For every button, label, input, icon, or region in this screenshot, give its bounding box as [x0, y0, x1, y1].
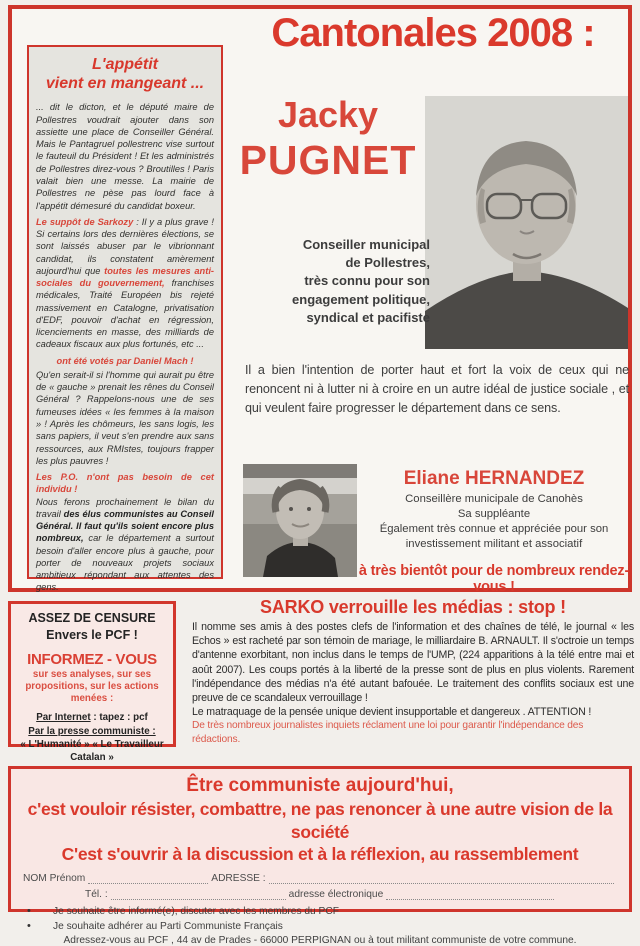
- appetit-p4a: Nous ferons prochainement le bilan du travail: [36, 496, 214, 519]
- censure-line-2: Envers le PCF !: [46, 627, 138, 642]
- running-mate-line-2: Sa suppléante: [457, 507, 531, 520]
- par-internet-rest: : tapez : pcf: [90, 712, 148, 724]
- censure-box: [8, 601, 176, 764]
- censure-journals-line: « L'Humanité » « Le Travailleur Catalan »: [20, 738, 164, 764]
- candidate-role: [226, 236, 430, 327]
- appetit-p4b: car le département a surtout besoin d'aller encore plus à gauche, pour porter de nouveaux projets sociaux ambitieux répondant aux attentes des gens.: [36, 533, 214, 593]
- media-section-title: SARKO verrouille les médias : stop !: [260, 597, 566, 617]
- bullet-icon: •: [27, 905, 31, 917]
- running-mate-line-1: Conseillère municipale de Canohès: [405, 493, 583, 505]
- appetit-column: [27, 45, 223, 593]
- running-mate-name: Eliane HERNANDEZ: [403, 468, 585, 489]
- informez-vous-title: INFORMEZ - VOUS: [27, 650, 157, 668]
- name-field-line: [88, 874, 208, 884]
- jacky-photo-graphic: [425, 96, 628, 349]
- footer-heading-3: C'est s'ouvrir à la discussion et à la réflexion, au rassemblement: [61, 844, 579, 865]
- eliane-photo-graphic: [243, 464, 357, 577]
- appetit-title: [36, 55, 214, 93]
- closing-line: à très bientôt pour de nombreux rendez-vous !: [358, 563, 630, 595]
- footer-heading-2: c'est vouloir résister, combattre, ne pas renoncer à une autre vision de la société: [27, 798, 613, 842]
- media-section: [192, 597, 634, 746]
- option-join-label: Je souhaite adhérer au Parti Communiste Français: [53, 920, 283, 932]
- media-paragraph-2: Le matraquage de la pensée unique devient insupportable et dangereux . ATTENTION !: [192, 706, 592, 719]
- par-internet-label: Par Internet: [36, 712, 91, 724]
- candidate-name: [236, 93, 420, 185]
- main-flyer-box: [8, 5, 632, 595]
- address-field-line: [269, 874, 614, 884]
- email-field-line: [386, 890, 554, 900]
- role-line-2: de Pollestres,: [345, 255, 430, 271]
- eliane-hernandez-photo: [243, 464, 357, 577]
- media-paragraph-3: De très nombreux journalistes inquiets réclament une loi pour garantir l'indépendance des rédactions.: [192, 720, 584, 745]
- option-informed: [23, 905, 617, 917]
- membership-box: [8, 766, 632, 946]
- elus-bold: des élus communistes au Conseil Général. Il faut qu'ils soient encore plus nombreux,: [36, 508, 214, 544]
- tel-field-label: Tél. :: [85, 889, 108, 900]
- mesures-red: toutes les mesures anti-sociales du gouvernement,: [36, 265, 215, 289]
- name-field-label: NOM Prénom: [23, 873, 86, 884]
- form-row-tel-email: [23, 889, 617, 900]
- page-title: Cantonales 2008 :: [271, 11, 595, 55]
- appetit-paragraph-3: Qu'en serait-il si l'homme qui aurait pu être de « gauche » prenait les rênes du Conseil Général ? Rappelons-nous une de ses fumeuses idées « les femmes à la maison » ! Après les chômeurs, les sans logis, les sans papiers, il veut s'en prendre aux sans ressources, aux RMIstes, toujours frapper les plus pauvres !: [36, 369, 214, 466]
- membership-form: [23, 873, 617, 946]
- role-line-3: très connu pour son: [304, 273, 430, 289]
- form-row-name-address: [23, 873, 617, 884]
- running-mate-line-3: Également très connue et appréciée pour son: [379, 522, 609, 535]
- censure-line-4: sur ses analyses, sur ses propositions, sur les actions menées :: [25, 668, 159, 705]
- censure-internet-line: [14, 711, 170, 724]
- email-field-label: adresse électronique: [288, 889, 384, 900]
- appetit-p2a: : Il y a plus grave ! Si certains lors des dernières élections, se sont laissés abuser par le vibrionnant candidat, ils constatent amèrement aujourd'hui que: [36, 216, 214, 276]
- footer-heading-1: Être communiste aujourd'hui,: [186, 775, 454, 796]
- running-mate-block: [358, 468, 630, 552]
- role-line-5: syndical et pacifiste: [306, 309, 430, 325]
- role-line-1: Conseiller municipal: [302, 237, 430, 252]
- option-informed-label: Je souhaite être informé(e), discuter avec les membres du PCF: [53, 905, 339, 917]
- running-mate-line-4: investissement militant et associatif: [405, 537, 583, 550]
- candidate-last-name: PUGNET: [239, 137, 417, 184]
- appetit-paragraph-1: ... dit le dicton, et le député maire de Pollestres voudrait ajouter dans son assiette une place de Conseiller Général. Mais le Pantagruel pollestrenc vise surtout le fauteuil du Président ! Et les administrés de Pollestres direz-vous ? Broutilles ! Paris valait bien une messe. La mairie de Pollestres ne pèse pas lourd face à l'appétit démesuré du candidat boxeur.: [36, 102, 214, 211]
- bullet-icon: •: [27, 920, 31, 932]
- media-paragraph-1: Il nomme ses amis à des postes clefs de l'information et des chaînes de télé, le journal « les Echos » est racheté par son témoin de mariage, le milliardaire B. ARNAULT. Il s'octroie un temps d'antenne exorbitant, non inclus dans le temps de l'UMP, (224 apparitions à la télé entre mai et août 2007). Les coups portés à la liberté de la presse sont de plus en plus violents. Rarement l'indépendance des médias n'a été autant bafouée. Le traitement des conflits sociaux est une preuve de ce scandaleux verrouillage !: [192, 621, 634, 704]
- censure-presse-line: Par la presse communiste :: [28, 725, 156, 737]
- appetit-paragraph-2: [36, 216, 214, 351]
- role-line-4: engagement politique,: [292, 291, 430, 307]
- option-join: [23, 920, 617, 932]
- censure-line-1: ASSEZ DE CENSURE: [28, 611, 156, 625]
- suppot-lead: Le suppôt de Sarkozy: [36, 216, 134, 227]
- jacky-pugnet-photo: [425, 96, 628, 349]
- appetit-title-line2: vient en mangeant ...: [45, 75, 205, 93]
- candidate-statement: Il a bien l'intention de porter haut et fort la voix de ceux qui ne renoncent ni à lutter ni à croire en un autre idéal de justice sociale , et qui veulent faire progresser le département dans ce sens.: [245, 363, 629, 416]
- po-individu-line: Les P.O. n'ont pas besoin de cet individu !: [36, 472, 214, 495]
- contact-address-line: Adressez-vous au PCF , 44 av de Prades - 66000 PERPIGNAN ou à tout militant communiste de votre commune.: [63, 935, 577, 946]
- appetit-title-line1: L'appétit: [91, 56, 159, 73]
- address-field-label: ADRESSE :: [211, 873, 266, 884]
- daniel-mach-line: ont été votés par Daniel Mach !: [56, 355, 194, 366]
- candidate-first-name: Jacky: [277, 94, 379, 135]
- appetit-p2b: franchises médicales, Traité Européen bis rejeté massivement en Catalogne, privatisation d'EDF, pouvoir d'achat en régression, licenciements en masse, des milliards de cadeaux fiscaux aux plus fortunés, etc ...: [36, 278, 214, 350]
- appetit-paragraph-4: [36, 496, 214, 594]
- tel-field-line: [111, 890, 286, 900]
